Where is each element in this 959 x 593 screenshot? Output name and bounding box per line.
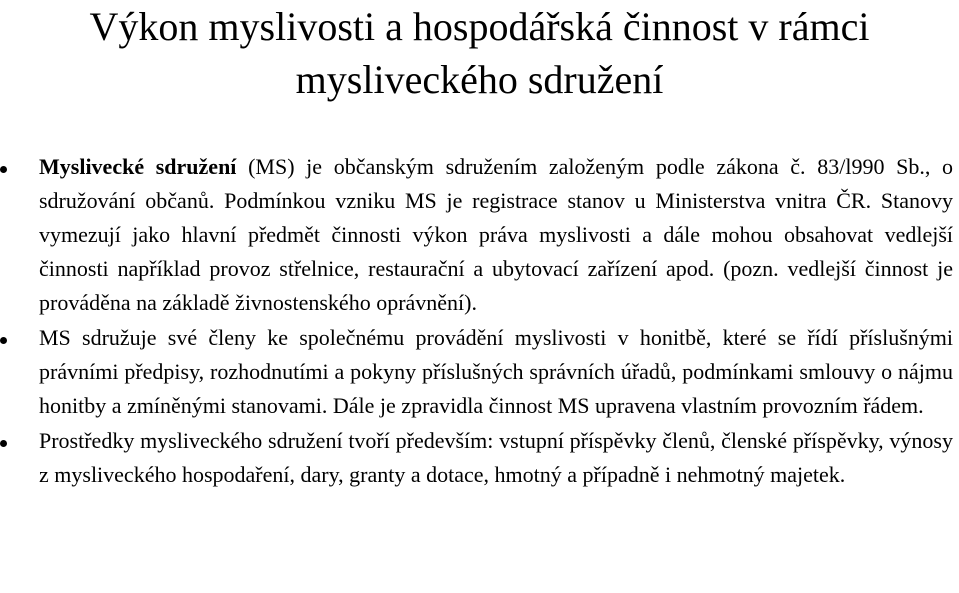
bullet-body: MS sdružuje své členy ke společnému provádění myslivosti v honitbě, které se řídí příslušnými právními předpisy, rozhodnutími a pokyny příslušných správních úřadů, podmínkami smlouvy o nájmu honitby a zmíněnými stanovami. Dále je zpravidla činnost MS upravena vlastním provozním řádem. <box>39 325 953 418</box>
bullet-text <box>39 321 953 423</box>
bullet-icon <box>0 337 7 344</box>
bullet-icon <box>0 440 7 447</box>
bullet-body: Prostředky mysliveckého sdružení tvoří především: vstupní příspěvky členů, členské příspěvky, výnosy z mysliveckého hospodaření, dary, granty a dotace, hmotný a případně i nehmotný majetek. <box>39 428 953 487</box>
bullet-list <box>0 150 959 493</box>
bullet-icon <box>0 166 7 173</box>
bullet-body: (MS) je občanským sdružením založeným podle zákona č. 83/l990 Sb., o sdružování občanů. Podmínkou vzniku MS je registrace stanov u Ministerstva vnitra ČR. Stanovy vymezují jako hlavní předmět činnosti výkon práva myslivosti a dále mohou obsahovat vedlejší činnosti například provoz střelnice, restaurační a ubytovací zařízení apod. (pozn. vedlejší činnost je prováděna na základě živnostenského oprávnění). <box>39 154 953 315</box>
bullet-lead: Myslivecké sdružení <box>39 154 237 179</box>
bullet-text <box>39 150 953 320</box>
bullet-item <box>0 424 959 492</box>
bullet-item <box>0 321 959 423</box>
slide-title: Výkon myslivosti a hospodářská činnost v rámci mysliveckého sdružení <box>89 4 870 102</box>
bullet-item <box>0 150 959 320</box>
bullet-text <box>39 424 953 492</box>
